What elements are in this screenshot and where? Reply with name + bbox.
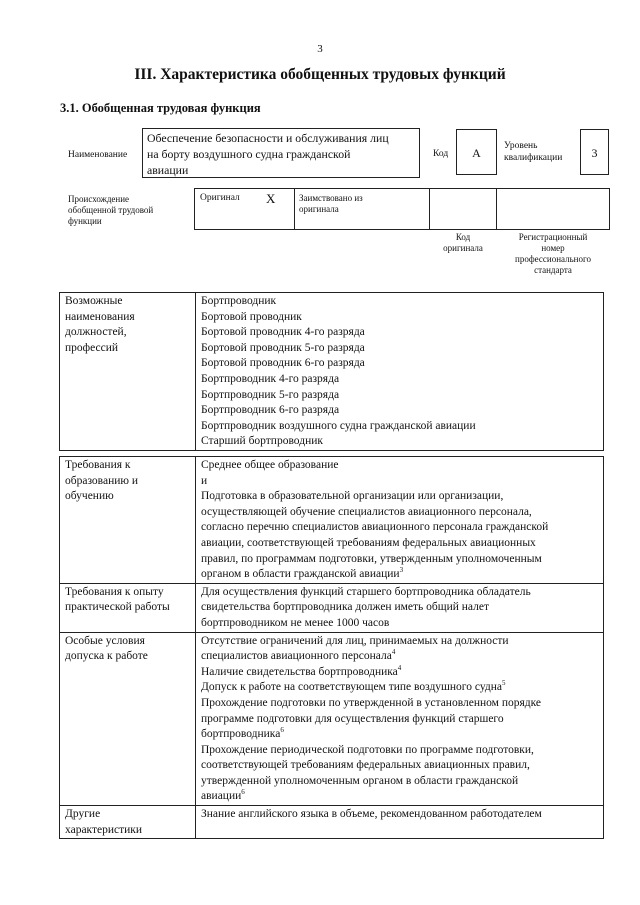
origin-table — [194, 188, 610, 230]
text-line — [201, 680, 599, 696]
text-line: осуществляющей обучение специалистов авиационного персонала, — [201, 505, 532, 518]
reg-caption — [496, 232, 610, 276]
list-item: Бортовой проводник 5-го разряда — [201, 341, 365, 354]
list-item: Бортпроводник 6-го разряда — [201, 404, 340, 417]
experience-label — [60, 583, 196, 632]
text-line — [201, 727, 599, 743]
text-line: Среднее общее образование — [201, 459, 339, 471]
level-value: 3 — [580, 129, 609, 175]
page-title: III. Характеристика обобщенных трудовых функций — [134, 66, 506, 83]
name-line: Обеспечение безопасности и обслуживания лиц — [147, 131, 389, 145]
borrowed-label — [299, 193, 363, 215]
text-line: Отсутствие ограничений для лиц, принимаемых на должности — [201, 634, 509, 647]
label-line: Требования к опыту — [65, 585, 164, 598]
footnote-ref: 6 — [241, 788, 245, 797]
label-line: характеристики — [65, 823, 143, 836]
text-line: программе подготовки для осуществления функций старшего — [201, 712, 504, 725]
level-label — [504, 140, 562, 164]
education-label — [60, 457, 196, 584]
positions-label — [60, 293, 196, 451]
code-value: А — [456, 129, 497, 175]
list-item: Бортовой проводник — [201, 310, 302, 323]
requirements-table — [59, 456, 604, 839]
text-line: и — [201, 474, 208, 487]
text-span: специалистов авиационного персонала — [201, 650, 392, 663]
code-caption-line: оригинала — [443, 243, 483, 253]
label-line: обучению — [65, 490, 114, 503]
code-caption-line: Код — [455, 232, 471, 242]
footnote-ref: 4 — [391, 648, 396, 657]
list-item: Бортпроводник — [201, 295, 277, 307]
label-line: наименования — [65, 310, 135, 323]
footnote-ref: 6 — [280, 726, 284, 735]
positions-list — [196, 293, 604, 451]
label-line: допуска к работе — [65, 650, 148, 663]
reg-caption-line: стандарта — [534, 265, 572, 275]
name-label: Наименование — [68, 150, 128, 160]
divider — [294, 188, 295, 230]
text-line — [201, 665, 599, 681]
name-value — [142, 128, 420, 178]
text-line — [201, 649, 599, 665]
label-line: Другие — [65, 808, 101, 821]
reg-caption-line: профессионального — [515, 254, 591, 264]
list-item: Бортпроводник 4-го разряда — [201, 372, 340, 385]
education-text — [196, 457, 604, 584]
reg-caption-line: Регистрационный — [518, 232, 588, 242]
text-line: Прохождение периодической подготовки по программе подготовки, — [201, 743, 534, 756]
label-line: образованию и — [65, 474, 138, 487]
borrowed-label-line: Заимствовано из — [299, 193, 363, 203]
text-span: Допуск к работе на соответствующем типе воздушного судна — [201, 681, 502, 694]
text-span: органом в области гражданской авиации — [201, 568, 400, 581]
page-number: 3 — [317, 43, 323, 55]
level-label-line: квалификации — [504, 153, 563, 163]
origin-label — [68, 194, 153, 227]
list-item: Бортовой проводник 6-го разряда — [201, 357, 365, 370]
footnote-ref: 5 — [501, 679, 506, 688]
list-item: Бортпроводник 5-го разряда — [201, 388, 340, 401]
text-span: авиации — [201, 790, 242, 803]
origin-label-line: функции — [68, 216, 102, 226]
text-span: бортпроводника — [201, 728, 281, 741]
label-line: Особые условия — [65, 634, 145, 647]
label-line: Возможные — [65, 295, 123, 307]
original-label: Оригинал — [200, 193, 240, 203]
footnote-ref: 3 — [399, 566, 404, 575]
name-line: авиации — [147, 163, 189, 177]
borrowed-label-line: оригинала — [299, 204, 339, 214]
text-line: свидетельства бортпроводника должен иметь общий налет — [201, 601, 490, 614]
text-line: авиации, соответствующей требованиям федеральных авиационных — [201, 536, 536, 549]
text-span: Наличие свидетельства бортпроводника — [201, 665, 398, 678]
text-line: бортпроводником не менее 1000 часов — [201, 616, 390, 629]
positions-table — [59, 292, 604, 451]
list-item: Старший бортпроводник — [201, 435, 323, 448]
conditions-label — [60, 632, 196, 806]
text-line: Прохождение подготовки по утвержденной в установленном порядке — [201, 696, 542, 709]
label-line: должностей, — [65, 326, 127, 339]
divider — [496, 188, 497, 230]
label-line: Требования к — [65, 459, 131, 471]
footnote-ref: 4 — [397, 663, 402, 672]
code-caption — [429, 232, 497, 254]
text-line: соответствующей требованиям федеральных авиационных правил, — [201, 759, 530, 772]
code-label: Код — [433, 149, 449, 159]
original-mark: X — [266, 191, 276, 206]
level-label-line: Уровень — [504, 141, 538, 151]
text-line — [201, 789, 599, 805]
origin-label-line: обобщенной трудовой — [68, 205, 154, 215]
label-line: профессий — [65, 341, 119, 354]
other-text: Знание английского языка в объеме, рекомендованном работодателем — [196, 806, 604, 839]
divider — [429, 188, 430, 230]
origin-label-line: Происхождение — [68, 194, 130, 204]
text-line: согласно перечню специалистов авиационного персонала гражданской — [201, 521, 549, 534]
text-line: правил, по программам подготовки, утвержденным уполномоченным — [201, 552, 542, 565]
text-line: Для осуществления функций старшего бортпроводника обладатель — [201, 585, 531, 598]
name-line: на борту воздушного судна гражданской — [147, 147, 351, 161]
other-label — [60, 806, 196, 839]
reg-caption-line: номер — [541, 243, 565, 253]
list-item: Бортпроводник воздушного судна гражданской авиации — [201, 419, 476, 432]
conditions-text — [196, 632, 604, 806]
section-heading: 3.1. Обобщенная трудовая функция — [60, 101, 261, 115]
list-item: Бортовой проводник 4-го разряда — [201, 326, 365, 339]
text-line: Подготовка в образовательной организации или организации, — [201, 490, 504, 503]
text-line — [201, 567, 599, 583]
text-line: утвержденной уполномоченным органом в области гражданской — [201, 774, 519, 787]
experience-text — [196, 583, 604, 632]
label-line: практической работы — [65, 601, 170, 614]
